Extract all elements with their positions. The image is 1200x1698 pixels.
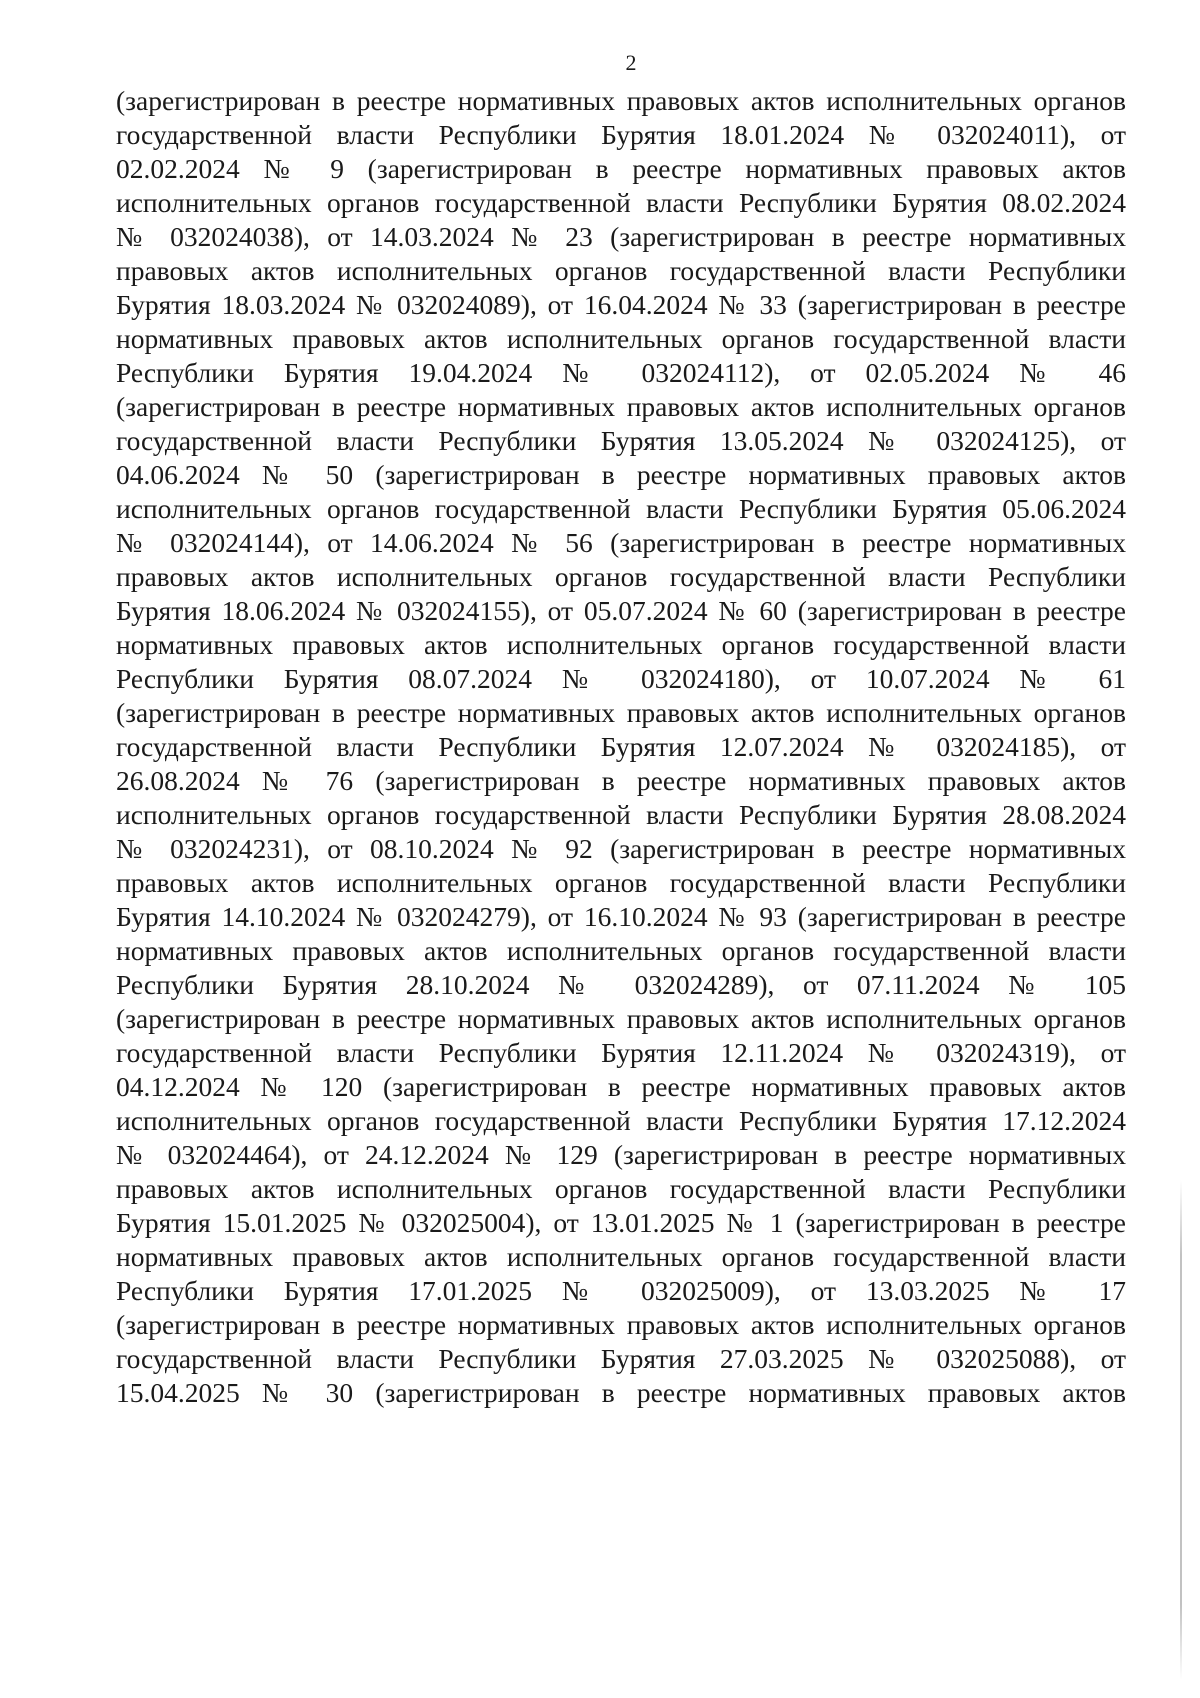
scan-edge-mark bbox=[1180, 1180, 1182, 1680]
body-line: правовых актов исполнительных органов государственной власти Республики bbox=[116, 1173, 1126, 1204]
body-line: № 032024464), от 24.12.2024 № 129 (зарегистрирован в реестре нормативных bbox=[116, 1139, 1126, 1170]
body-line: 15.04.2025 № 30 (зарегистрирован в реестре нормативных правовых актов bbox=[116, 1377, 1126, 1408]
body-line: Республики Бурятия 08.07.2024 № 032024180), от 10.07.2024 № 61 bbox=[116, 663, 1126, 694]
body-line: (зарегистрирован в реестре нормативных правовых актов исполнительных органов bbox=[116, 85, 1126, 116]
body-line: исполнительных органов государственной власти Республики Бурятия 08.02.2024 bbox=[116, 187, 1126, 218]
page-number: 2 bbox=[625, 50, 637, 75]
body-line: Республики Бурятия 28.10.2024 № 032024289), от 07.11.2024 № 105 bbox=[116, 969, 1126, 1000]
body-line: нормативных правовых актов исполнительных органов государственной власти bbox=[116, 935, 1126, 966]
body-line: Бурятия 18.06.2024 № 032024155), от 05.07.2024 № 60 (зарегистрирован в реестре bbox=[116, 595, 1126, 626]
body-line: государственной власти Республики Бурятия 12.07.2024 № 032024185), от bbox=[116, 731, 1126, 762]
body-line: государственной власти Республики Бурятия 18.01.2024 № 032024011), от bbox=[116, 119, 1126, 150]
body-line: № 032024038), от 14.03.2024 № 23 (зарегистрирован в реестре нормативных bbox=[116, 221, 1126, 252]
document-body bbox=[116, 84, 1126, 1410]
body-line: 26.08.2024 № 76 (зарегистрирован в реестре нормативных правовых актов bbox=[116, 765, 1126, 796]
body-line: (зарегистрирован в реестре нормативных правовых актов исполнительных органов bbox=[116, 1003, 1126, 1034]
body-line: нормативных правовых актов исполнительных органов государственной власти bbox=[116, 1241, 1126, 1272]
body-line: правовых актов исполнительных органов государственной власти Республики bbox=[116, 867, 1126, 898]
body-line: 04.12.2024 № 120 (зарегистрирован в реестре нормативных правовых актов bbox=[116, 1071, 1126, 1102]
body-line: правовых актов исполнительных органов государственной власти Республики bbox=[116, 255, 1126, 286]
body-line: (зарегистрирован в реестре нормативных правовых актов исполнительных органов bbox=[116, 391, 1126, 422]
body-line: (зарегистрирован в реестре нормативных правовых актов исполнительных органов bbox=[116, 697, 1126, 728]
body-line: (зарегистрирован в реестре нормативных правовых актов исполнительных органов bbox=[116, 1309, 1126, 1340]
body-line: 02.02.2024 № 9 (зарегистрирован в реестре нормативных правовых актов bbox=[116, 153, 1126, 184]
body-line: исполнительных органов государственной власти Республики Бурятия 05.06.2024 bbox=[116, 493, 1126, 524]
body-line: исполнительных органов государственной власти Республики Бурятия 17.12.2024 bbox=[116, 1105, 1126, 1136]
body-line: Бурятия 18.03.2024 № 032024089), от 16.04.2024 № 33 (зарегистрирован в реестре bbox=[116, 289, 1126, 320]
body-line: Бурятия 14.10.2024 № 032024279), от 16.10.2024 № 93 (зарегистрирован в реестре bbox=[116, 901, 1126, 932]
body-line: исполнительных органов государственной власти Республики Бурятия 28.08.2024 bbox=[116, 799, 1126, 830]
body-line: 04.06.2024 № 50 (зарегистрирован в реестре нормативных правовых актов bbox=[116, 459, 1126, 490]
body-line: государственной власти Республики Бурятия 13.05.2024 № 032024125), от bbox=[116, 425, 1126, 456]
body-line: нормативных правовых актов исполнительных органов государственной власти bbox=[116, 323, 1126, 354]
body-line: государственной власти Республики Бурятия 27.03.2025 № 032025088), от bbox=[116, 1343, 1126, 1374]
body-line: Бурятия 15.01.2025 № 032025004), от 13.01.2025 № 1 (зарегистрирован в реестре bbox=[116, 1207, 1126, 1238]
body-line: государственной власти Республики Бурятия 12.11.2024 № 032024319), от bbox=[116, 1037, 1126, 1068]
body-line: № 032024231), от 08.10.2024 № 92 (зарегистрирован в реестре нормативных bbox=[116, 833, 1126, 864]
body-line: правовых актов исполнительных органов государственной власти Республики bbox=[116, 561, 1126, 592]
body-line: № 032024144), от 14.06.2024 № 56 (зарегистрирован в реестре нормативных bbox=[116, 527, 1126, 558]
body-line: Республики Бурятия 17.01.2025 № 032025009), от 13.03.2025 № 17 bbox=[116, 1275, 1126, 1306]
body-line: нормативных правовых актов исполнительных органов государственной власти bbox=[116, 629, 1126, 660]
body-line: Республики Бурятия 19.04.2024 № 032024112), от 02.05.2024 № 46 bbox=[116, 357, 1126, 388]
